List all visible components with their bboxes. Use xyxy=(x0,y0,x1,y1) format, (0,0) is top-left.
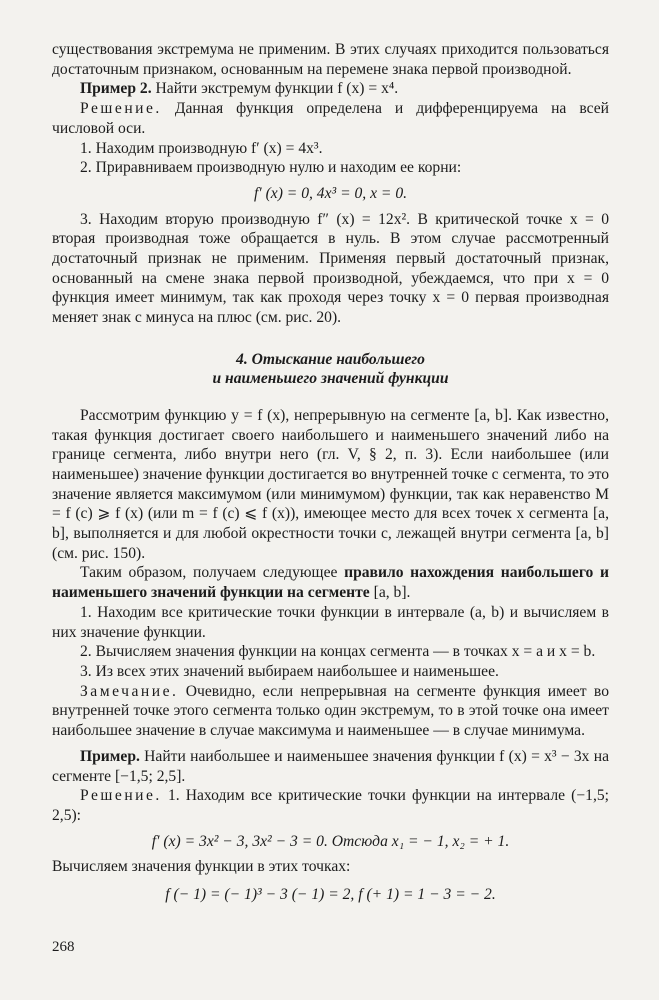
section-heading xyxy=(52,350,609,388)
remark-text: Очевидно, если непрерывная на сегменте функция имеет во внутренней точке этого сегмента только один экстремум, то в этой точке она имеет наибольшее значение в случае максимума и наименьшее — в случае минимума. xyxy=(52,682,609,740)
remark xyxy=(52,682,609,741)
paragraph-function-segment: Рассмотрим функцию y = f (x), непрерывную на сегменте [a, b]. Как известно, такая функция достигает своего наибольшего и наименьшего значений либо на границе сегмента, либо внутри него (гл. V, § 2, п. 3). Если наибольшее (или наименьшее) значение функции достигается во внутренней точке c сегмента, то это значение является максимумом (или минимумом) функции, так как неравенство M = f (c) ⩾ f (x) (или m = f (c) ⩽ f (x)), имеющее место для всех точек x сегмента [a, b], выполняется и для любой окрестности точки c, лежащей внутри сегмента [a, b] (см. рис. 150). xyxy=(52,406,609,562)
paragraph-rule-intro xyxy=(52,563,609,602)
rule-intro-tail: [a, b]. xyxy=(369,584,411,602)
formula-critical-points: f′ (x) = 3x² − 3, 3x² − 3 = 0. Отсюда x₁ = − 1, x₂ = + 1. xyxy=(151,832,510,850)
example-3-text: Найти наибольшее и наименьшее значения функции f (x) = x³ − 3x на сегменте [−1,5; 2,5]. xyxy=(52,747,609,785)
solution-2 xyxy=(52,786,609,825)
step-1: 1. Находим производную f′ (x) = 4x³. xyxy=(80,139,323,157)
rule-intro-text: Таким образом, получаем следующее xyxy=(80,564,345,582)
paragraph-compute-values: Вычисляем значения функции в этих точках: xyxy=(52,858,351,876)
solution-1-label: Решение. xyxy=(80,100,162,118)
solution-1-text: Данная функция определена и дифференцируема на всей числовой оси. xyxy=(52,100,609,137)
step-3: 3. Находим вторую производную f″ (x) = 12x². В критической точке x = 0 вторая производная тоже обращается в нуль. В этом случае рассмотренный достаточный признак не применим. Применяя первый достаточный признак, основанный на смене знака первой производной, убеждаемся, что при x = 0 функция имеет минимум, так как проходя через точку x = 0 первая производная меняет знак с минуса на плюс (см. рис. 20). xyxy=(52,210,609,327)
section-heading-line-1: 4. Отыскание наибольшего xyxy=(236,350,425,368)
example-3 xyxy=(52,747,609,786)
example-2-label: Пример 2. xyxy=(80,80,152,98)
page-number: 268 xyxy=(52,939,75,955)
section-heading-line-2: и наименьшего значений функции xyxy=(212,369,449,387)
rule-1: 1. Находим все критические точки функции в интервале (a, b) и вычисляем в них значение функции. xyxy=(52,603,609,641)
rule-2: 2. Вычисляем значения функции на концах сегмента — в точках x = a и x = b. xyxy=(80,643,596,661)
solution-2-label: Решение. xyxy=(80,787,162,805)
paragraph-continuation: существования экстремума не применим. В этих случаях приходится пользоваться достаточным признаком, основанным на перемене знака первой производной. xyxy=(52,41,609,78)
rule-3: 3. Из всех этих значений выбираем наибольшее и наименьшее. xyxy=(80,662,499,680)
example-2 xyxy=(52,79,609,99)
remark-label: Замечание. xyxy=(80,682,179,700)
formula-roots: f′ (x) = 0, 4x³ = 0, x = 0. xyxy=(253,184,408,202)
formula-values: f (− 1) = (− 1)³ − 3 (− 1) = 2, f (+ 1) = 1 − 3 = − 2. xyxy=(165,886,496,904)
solution-2-text: 1. Находим все критические точки функции на интервале (−1,5; 2,5): xyxy=(52,787,609,824)
rule-intro-bold: правило нахождения наибольшего и наименьшего значений функции на сегменте xyxy=(52,564,609,602)
example-2-text: Найти экстремум функции f (x) = x⁴. xyxy=(151,80,399,98)
solution-1 xyxy=(52,99,609,138)
example-3-label: Пример. xyxy=(80,747,140,765)
step-2: 2. Приравниваем производную нулю и находим ее корни: xyxy=(80,159,462,177)
